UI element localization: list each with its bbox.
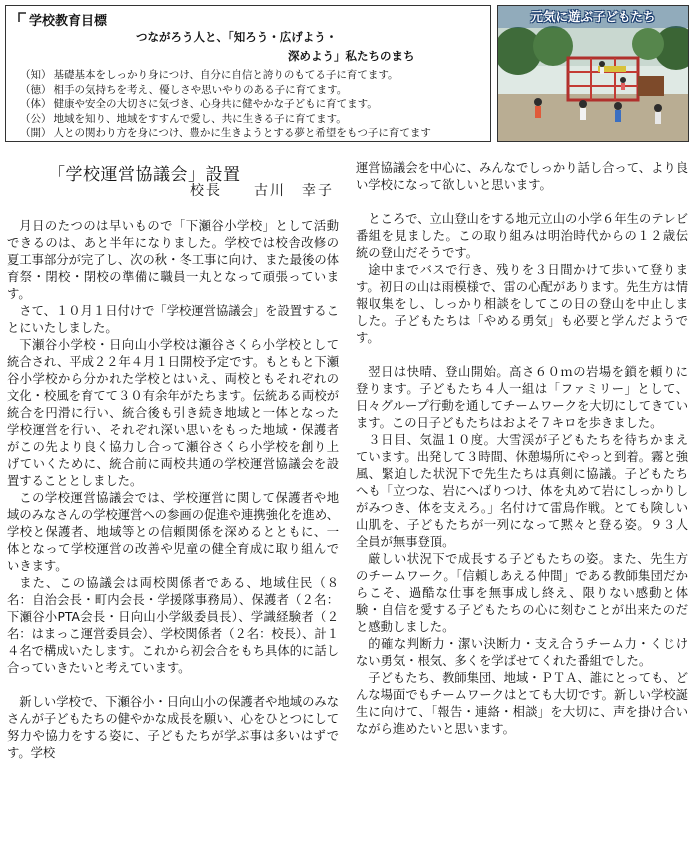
goals-title: 学校教育目標 [29, 14, 108, 29]
article-paragraph: 子どもたち、教師集団、地域・ＰＴＡ、誰にとっても、どんな場面でもチームワークはとても大切です。新しい学校誕生に向けて、「報告・連絡・相談」を大切に、声を掛け合いながら進めたいと思います。 [356, 671, 688, 736]
photo-caption: 元気に遊ぶ子どもたち [498, 6, 688, 28]
goals-title-row [18, 10, 107, 29]
article-paragraph: 翌日は快晴、登山開始。高さ６０ｍの岩場を鎖を頼りに登ります。子どもたち４人一組は「ファミリー」として、日々グループ行動を通してチームワークを大切にしてきています。この日子どもたちはおよそ７キロを歩きました。 [356, 365, 688, 430]
corner-mark-icon-svg [18, 12, 27, 23]
article-paragraph: 運営協議会を中心に、みんなでしっかり話し合って、より良い学校になって欲しいと思います。 [356, 161, 688, 192]
article-column-right [356, 160, 688, 738]
article-column-left [7, 218, 339, 762]
goal-item-knowledge [20, 68, 490, 83]
school-goals-box [5, 5, 491, 142]
article-paragraph: 的確な判断力・潔い決断力・支え合うチーム力・くじけない勇気・根気、多くを学ばせてくれた番組でした。 [356, 637, 688, 668]
goal-text: 健康や安全の大切さに気づき、心身共に健やかな子どもに育てます。 [53, 98, 378, 110]
goal-prefix: （体） [20, 98, 52, 110]
goal-text: 基礎基本をしっかり身につけ、自分に自信と誇りのもてる子に育てます。 [53, 69, 399, 81]
goal-prefix: （知） [20, 69, 52, 81]
article-paragraph: また、この協議会は両校関係者である、地域住民（８名：自治会長・町内会長・学援隊事務局）、保護者（２名：下瀬谷小PTA会長・日向山小学級委員長）、学識経験者（２名：はまっこ運営委員会）、学校関係者（２名：校長）、計１４名で構成いたします。これから初会合をもち具体的に話し合っていきたいと考えています。 [7, 576, 340, 675]
goal-prefix: （開） [20, 127, 52, 139]
motto-line-2: 深めよう」私たちのまち [288, 49, 415, 63]
goals-list [20, 68, 490, 141]
goal-item-body [20, 97, 490, 112]
playground-photo [497, 5, 689, 142]
article-paragraph: 新しい学校で、下瀬谷小・日向山小の保護者や地域のみなさんが子どもたちの健やかな成長を願い、心をひとつにして努力や協力をする姿に、子どもたちが学ぶ事は多いはずです。学校 [7, 695, 339, 760]
school-motto [136, 28, 436, 66]
article-paragraph: さて、１０月１日付けで「学校運営協議会」を設置することにいたしました。 [7, 304, 339, 335]
article-author: 校長 古川 幸子 [190, 183, 334, 199]
article-paragraph: 厳しい状況下で成長する子どもたちの姿。また、先生方のチームワーク。「信頼しあえる仲間」である教師集団だからこそ、過酷な仕事を無事成し終え、限りない感動と体験・自信を愛する子どもたちの心に刻むことが出来たのだと感動しました。 [356, 552, 688, 634]
article-title: 「学校運営協議会」設置 [48, 165, 241, 185]
goal-item-public [20, 112, 490, 127]
goal-item-virtue [20, 83, 490, 98]
article-paragraph: ３日目、気温１０度。大雪渓が子どもたちを待ちかまえています。出発して３時間、休憩場所にやっと到着。霧と強風、緊迫した状況下で先生たちは真剣に協議。子どもたちへも「立つな、岩にへばりつけ、体を丸めて岩にしっかりしがみつき、体を支えろ。」名付けて雷鳥作戦。とても険しい山肌を、子どもたちが一列になって黙々と登る姿。９３人全員が無事登頂。 [356, 433, 688, 549]
goal-prefix: （徳） [20, 83, 52, 96]
goal-text: 人との関わり方を身につけ、豊かに生きようとする夢と希望をもつ子に育てます [53, 127, 431, 139]
goal-item-open [20, 126, 490, 141]
goal-text: 地域を知り、地域をすすんで愛し、共に生きる子に育てます。 [53, 112, 347, 125]
article-paragraph: この学校運営協議会では、学校運営に関して保護者や地域のみなさんの学校運営への参画の促進や連携強化を進め、学校と保護者、地域等との信頼関係を深めるとともに、一体となって学校運営の改善や児童の健全育成に取り組んでいきます。 [7, 491, 339, 573]
corner-mark-icon [18, 12, 27, 27]
goal-prefix: （公） [20, 112, 52, 125]
goal-text: 相手の気持ちを考え、優しさや思いやりのある子に育てます。 [53, 83, 348, 96]
article-paragraph: ところで、立山登山をする地元立山の小学６年生のテレビ番組を見ました。この取り組みは明治時代からの１２歳伝統の登山だそうです。 [356, 212, 688, 260]
article-paragraph: 途中までバスで行き、残りを３日間かけて歩いて登ります。初日の山は雨模様で、雷の心配があります。先生方は情報収集をし、しっかり相談をしてこの日の登山を中止しました。子どもたちは「やめる勇気」も必要と学んだようです。 [356, 263, 688, 345]
motto-line-1: つながろう人と、「知ろう・広げよう・ [136, 30, 338, 44]
article-paragraph: 下瀬谷小学校・日向山小学校は瀬谷さくら小学校として統合され、平成２２年４月１日開校予定です。もともと下瀬谷小学校から分かれた学校とはいえ、両校ともそれぞれの文化・校風を育てて３０有余年がたちます。伝統ある両校が統合を円滑に行い、統合後も引き続き地域と一体となった学校運営を行い、それぞれ深い思いをもった地域・保護者がこの先より良く協力し合って瀬谷さくら小学校を創り上げていくために、統合前に両校共通の学校運営協議会を設置することとしました。 [7, 338, 339, 488]
article-paragraph: 月日のたつのは早いもので「下瀬谷小学校」として活動できるのは、あと半年になりました。学校では校舎改修の夏工事部分が完了し、次の秋・冬工事に向け、また最後の体育祭・閉校・閉校の準備に職員一丸となって頑張っています。 [7, 219, 339, 301]
